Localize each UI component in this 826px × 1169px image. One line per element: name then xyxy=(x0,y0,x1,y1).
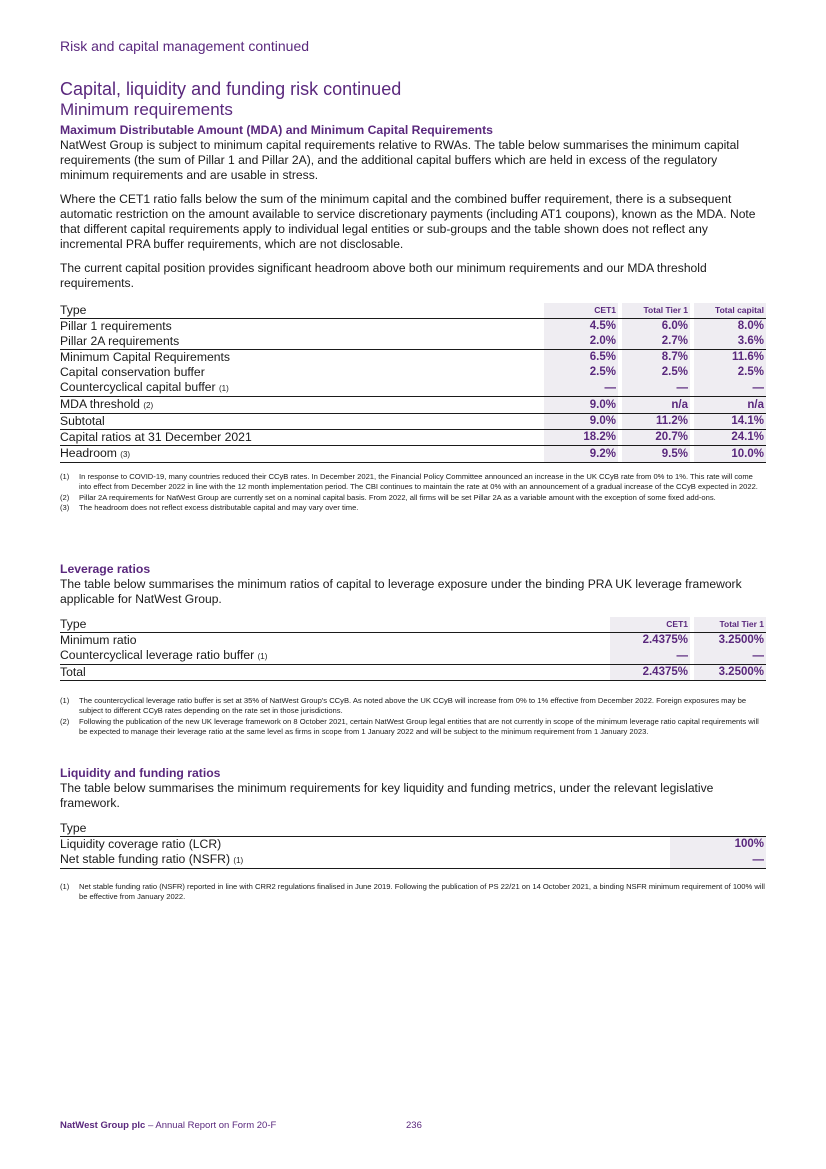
cell-value: n/a xyxy=(622,397,690,414)
leverage-table xyxy=(60,617,766,681)
mda-paragraph-2: Where the CET1 ratio falls below the sum of the minimum capital and the combined buffer requirement, there is a subsequent automatic restriction on the amount available to service discretionary payments (including AT1 coupons), known as the MDA. Note that different capital requirements apply to individual legal entities or sub-groups and the table shown does not reflect any incremental PRA buffer requirements, which are not disclosable. xyxy=(60,192,756,251)
leverage-table-wrap xyxy=(60,617,766,681)
row-label: Pillar 2A requirements xyxy=(60,334,544,350)
cell-value: 9.0% xyxy=(544,397,618,414)
running-head: Risk and capital management continued xyxy=(60,38,310,54)
row-label: Headroom (3) xyxy=(60,446,544,463)
table-row xyxy=(60,837,766,853)
mda-section xyxy=(60,123,766,291)
row-label: Minimum Capital Requirements xyxy=(60,350,231,364)
cell-value: 2.4375% xyxy=(610,665,690,681)
cell-value: 2.5% xyxy=(694,365,766,380)
column-header-type: Type xyxy=(60,821,670,837)
row-label: Countercyclical leverage ratio buffer (1) xyxy=(60,648,610,665)
cell-value: n/a xyxy=(694,397,766,414)
page-number: 236 xyxy=(406,1120,422,1131)
table-row xyxy=(60,365,766,380)
table-header-row xyxy=(60,617,766,633)
column-header-total-capital: Total capital xyxy=(694,303,766,319)
column-header-cet1: CET1 xyxy=(610,617,690,633)
cell-value: — xyxy=(610,648,690,665)
column-header-cet1: CET1 xyxy=(544,303,618,319)
table-row xyxy=(60,633,766,649)
cell-value: — xyxy=(694,380,766,397)
cell-value: 18.2% xyxy=(544,430,618,446)
table-row xyxy=(60,665,766,681)
cell-value: 3.2500% xyxy=(694,665,766,681)
table-row xyxy=(60,414,766,430)
column-header-type: Type xyxy=(60,617,610,633)
row-label: Pillar 1 requirements xyxy=(60,319,172,333)
footer-brand: NatWest Group plc xyxy=(60,1120,146,1131)
leverage-paragraph: The table below summarises the minimum ratios of capital to leverage exposure under the binding PRA UK leverage framework applicable for NatWest Group. xyxy=(60,577,742,606)
footnote-ref: (2) xyxy=(143,401,154,410)
row-label: MDA threshold (2) xyxy=(60,397,544,414)
footnote: (1) Net stable funding ratio (NSFR) reported in line with CRR2 regulations finalised in June 2019. Following the publication of PS 22/21 on 14 October 2021, a binding NSFR minimum requirement of 100% will be effective from January 2022. xyxy=(60,882,765,902)
row-label: Total xyxy=(60,665,610,681)
cell-value: — xyxy=(694,648,766,665)
section-heading: Capital, liquidity and funding risk continued xyxy=(60,79,402,99)
cell-value: 2.5% xyxy=(622,365,690,380)
cell-value: 2.7% xyxy=(622,334,690,350)
mda-table-wrap xyxy=(60,303,766,463)
leverage-title: Leverage ratios xyxy=(60,562,151,576)
cell-value: 6.5% xyxy=(544,350,618,366)
cell-value: 2.5% xyxy=(544,365,618,380)
liquidity-section xyxy=(60,766,766,811)
mda-title: Maximum Distributable Amount (MDA) and Minimum Capital Requirements xyxy=(60,123,493,137)
cell-value: 6.0% xyxy=(622,319,690,335)
table-row xyxy=(60,380,766,397)
footnote: (1) In response to COVID-19, many countries reduced their CCyB rates. In December 2021, the Financial Policy Committee announced an increase in the UK CCyB rate from 0% to 1%. This rate will come into effect from December 2022 in line with the 12 month implementation period. The CBI continues to maintain the rate at 0% with an announcement of a gradual increase of the CCyB expected in 2022. xyxy=(60,472,758,492)
liquidity-footnotes xyxy=(60,882,766,903)
table-row xyxy=(60,319,766,335)
footer-publication: – Annual Report on Form 20-F xyxy=(145,1120,277,1131)
row-label: Subtotal xyxy=(60,414,544,430)
subsection-heading: Minimum requirements xyxy=(60,100,233,119)
table-row xyxy=(60,852,766,869)
cell-value: 4.5% xyxy=(544,319,618,335)
cell-value: — xyxy=(544,380,618,397)
table-row xyxy=(60,446,766,463)
liquidity-table xyxy=(60,821,766,869)
row-label: Capital ratios at 31 December 2021 xyxy=(60,430,544,446)
cell-value: 11.6% xyxy=(694,350,766,366)
mda-paragraph-1: NatWest Group is subject to minimum capital requirements relative to RWAs. The table below summarises the minimum capital requirements (the sum of Pillar 1 and Pillar 2A), and the additional capital buffers which are held in excess of the regulatory minimum requirements and are usable in stress. xyxy=(60,138,740,182)
liquidity-title: Liquidity and funding ratios xyxy=(60,766,221,780)
footnote-ref: (3) xyxy=(120,450,131,459)
leverage-footnotes xyxy=(60,696,766,737)
table-header-row xyxy=(60,303,766,319)
table-row xyxy=(60,430,766,446)
liquidity-table-wrap xyxy=(60,821,766,869)
cell-value: 24.1% xyxy=(694,430,766,446)
row-label: Minimum ratio xyxy=(60,633,137,647)
mda-table xyxy=(60,303,766,463)
footnote: (2) Following the publication of the new UK leverage framework on 8 October 2021, certain NatWest Group legal entities that are not currently in scope of the minimum leverage ratio capital requirements will be expected to manage their leverage ratio at the same level as firms in scope from 1 January 2022 and will be subject to the minimum requirement from 1 January 2023. xyxy=(60,716,759,736)
footnote-ref: (1) xyxy=(257,652,268,661)
cell-value: 9.0% xyxy=(544,414,618,430)
table-row xyxy=(60,397,766,414)
cell-value: — xyxy=(670,852,766,869)
row-label: Capital conservation buffer xyxy=(60,365,205,379)
mda-footnotes xyxy=(60,472,766,513)
cell-value: 3.6% xyxy=(694,334,766,350)
mda-paragraph-3: The current capital position provides significant headroom above both our minimum requirements and our MDA threshold requirements. xyxy=(60,261,707,290)
footnote: (1) The countercyclical leverage ratio buffer is set at 35% of NatWest Group's CCyB. As noted above the UK CCyB will increase from 0% to 1% effective from December 2022. Foreign exposures may be subject to different CCyB rates depending on the rate set in those jurisdictions. xyxy=(60,696,747,716)
cell-value: 14.1% xyxy=(694,414,766,430)
table-row xyxy=(60,350,766,366)
footnote-ref: (1) xyxy=(218,384,229,393)
page-footer xyxy=(60,1120,422,1131)
row-label: Countercyclical capital buffer (1) xyxy=(60,380,544,397)
column-header-type: Type xyxy=(60,303,544,319)
table-header-row xyxy=(60,821,766,837)
footnote-ref: (1) xyxy=(233,856,244,865)
row-label: Liquidity coverage ratio (LCR) xyxy=(60,837,222,851)
cell-value: 20.7% xyxy=(622,430,690,446)
cell-value: 8.7% xyxy=(622,350,690,366)
cell-value: 2.4375% xyxy=(610,633,690,649)
cell-value: 100% xyxy=(670,837,766,853)
cell-value: 10.0% xyxy=(694,446,766,463)
footnote: (3) The headroom does not reflect excess distributable capital and may vary over time. xyxy=(60,502,359,512)
table-row xyxy=(60,334,766,350)
column-header-total-tier-1: Total Tier 1 xyxy=(622,303,690,319)
cell-value: 3.2500% xyxy=(694,633,766,649)
cell-value: 8.0% xyxy=(694,319,766,335)
column-header-total-tier-1: Total Tier 1 xyxy=(694,617,766,633)
cell-value: 9.5% xyxy=(622,446,690,463)
cell-value: 2.0% xyxy=(544,334,618,350)
cell-value: — xyxy=(622,380,690,397)
row-label: Net stable funding ratio (NSFR) (1) xyxy=(60,852,670,869)
table-row xyxy=(60,648,766,665)
cell-value: 11.2% xyxy=(622,414,690,430)
footnote: (2) Pillar 2A requirements for NatWest Group are currently set on a nominal capital basis. From 2022, all firms will be set Pillar 2A as a variable amount with the exception of some fixed add-ons. xyxy=(60,492,716,502)
liquidity-paragraph: The table below summarises the minimum requirements for key liquidity and funding metrics, under the relevant legislative framework. xyxy=(60,781,714,810)
cell-value: 9.2% xyxy=(544,446,618,463)
leverage-section xyxy=(60,562,766,607)
